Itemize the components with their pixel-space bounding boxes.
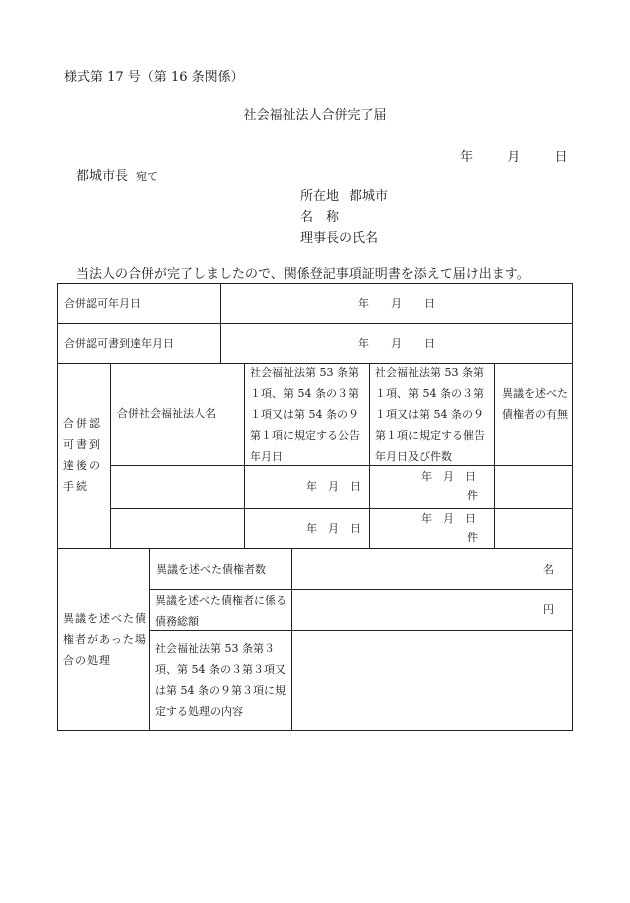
objection-count-label: 異議を述べた債権者数 (156, 563, 266, 576)
approval-date-field[interactable]: 年 月 日 (358, 297, 435, 310)
form-number: 様式第 17 号（第 16 条関係） (64, 70, 244, 85)
objection-handling-field[interactable] (292, 631, 572, 730)
procedures-label: 合併認可書到達後の手続 (63, 417, 102, 493)
col-demand-notice-header: 社会福祉法第 53 条第１項、第 54 条の３第１項又は第 54 条の９第１項に規定する催告年月日及び件数 (375, 366, 485, 463)
objection-field-1[interactable] (495, 466, 572, 508)
col-objection-header: 異議を述べた債権者の有無 (502, 387, 568, 421)
submission-date (460, 146, 568, 165)
col-corp-name-header: 合併社会福祉法人名 (117, 407, 216, 420)
objection-count-field[interactable]: 名 (543, 563, 554, 576)
receipt-date-field[interactable]: 年 月 日 (358, 337, 435, 350)
corp-name-field-1[interactable] (111, 466, 244, 508)
objection-handling-label: 社会福祉法第 53 条第３項、第 54 条の３第３項又は第 54 条の９第３項に規定する処理の内容 (155, 642, 286, 718)
receipt-date-label: 合併認可書到達年月日 (64, 337, 174, 350)
recipient-suffix: 宛て (136, 170, 159, 183)
corp-name-field-2[interactable] (111, 509, 244, 548)
objection-section-label: 異議を述べた債権者があった場合の処理 (63, 612, 147, 667)
col-public-notice-header: 社会福祉法第 53 条第１項、第 54 条の３第１項又は第 54 条の９第１項に規定する公告年月日 (250, 366, 360, 463)
statement-text: 当法人の合併が完了しましたので、関係登記事項証明書を添えて届け出ます。 (76, 267, 530, 282)
demand-notice-count-2[interactable]: 件 (467, 531, 478, 544)
recipient-name: 都城市長 (76, 169, 129, 184)
recipient (76, 165, 158, 184)
public-notice-date-1[interactable]: 年 月 日 (306, 480, 361, 493)
date-year: 年 (460, 150, 474, 165)
representative-label: 理事長の氏名 (300, 231, 379, 246)
address-value[interactable]: 都城市 (349, 189, 389, 204)
approval-date-label: 合併認可年月日 (64, 297, 141, 310)
objection-amount-label: 異議を述べた債権者に係る債務総額 (155, 594, 287, 628)
date-month: 月 (507, 150, 521, 165)
date-day: 日 (554, 150, 568, 165)
applicant-name-label: 名 称 (300, 210, 340, 225)
public-notice-date-2[interactable]: 年 月 日 (306, 522, 361, 535)
demand-notice-count-1[interactable]: 件 (467, 489, 478, 502)
objection-amount-field[interactable]: 円 (543, 603, 554, 616)
demand-notice-date-1[interactable]: 年 月 日 (421, 470, 476, 483)
objection-field-2[interactable] (495, 509, 572, 548)
document-title: 社会福祉法人合併完了届 (243, 108, 387, 123)
demand-notice-date-2[interactable]: 年 月 日 (421, 512, 476, 525)
address-label: 所在地 (300, 189, 340, 204)
applicant-address (300, 185, 388, 204)
